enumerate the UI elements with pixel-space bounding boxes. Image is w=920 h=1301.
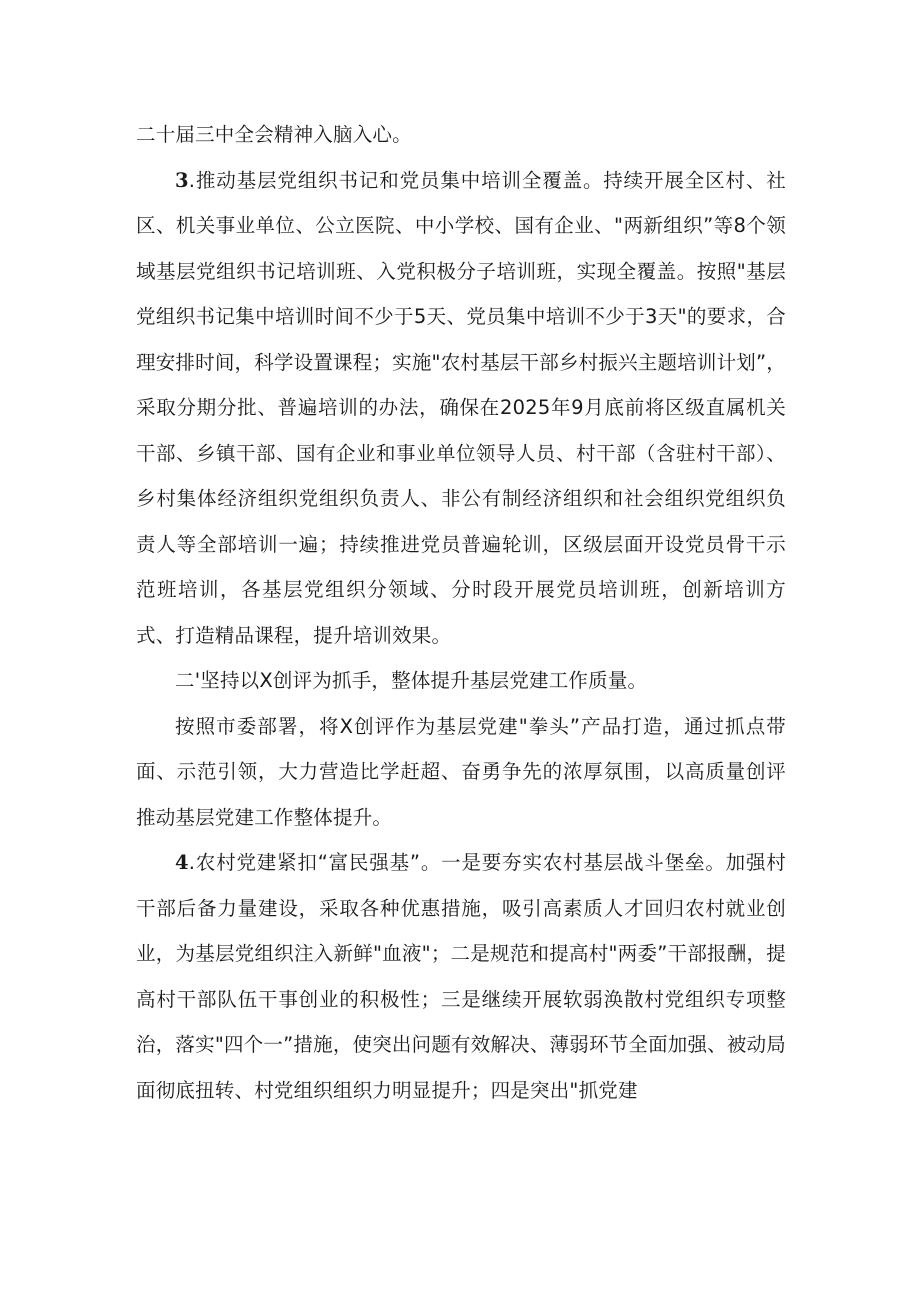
document-body (136, 112, 786, 1113)
paragraph-item-3 (136, 158, 786, 659)
item-text: .农村党建紧扣“富民强基”。一是要夯实农村基层战斗堡垒。加强村干部后备力量建设，采取各种优惠措施，吸引高素质人才回归农村就业创业，为基层党组织注入新鲜"血液"；二是规范和提高村"两委”干部报酬，提高村干部队伍干事创业的积极性；三是继续开展软弱涣散村党组织专项整治，落实"四个一”措施，使突出问题有效解决、薄弱环节全面加强、被动局面彻底扭转、村党组织组织力明显提升；四是突出"抓党建 (136, 851, 786, 1102)
item-number: 3 (175, 168, 189, 192)
paragraph-intro: 按照市委部署，将X创评作为基层党建"拳头”产品打造，通过抓点带面、示范引领，大力营造比学赶超、奋勇争先的浓厚氛围，以高质量创评推动基层党建工作整体提升。 (136, 714, 786, 829)
item-number: 4 (175, 851, 189, 874)
paragraph-continuation: 二十届三中全会精神入脑入心。 (136, 123, 412, 146)
item-text: .推动基层党组织书记和党员集中培训全覆盖。持续开展全区村、社区、机关事业单位、公立医院、中小学校、国有企业、"两新组织”等8个领域基层党组织书记培训班、入党积极分子培训班，实现全覆盖。按照"基层党组织书记集中培训时间不少于5天、党员集中培训不少于3天"的要求，合理安排时间，科学设置课程；实施"农村基层干部乡村振兴主题培训计划”，采取分期分批、普遍培训的办法，确保在2025年9月底前将区级直属机关干部、乡镇干部、国有企业和事业单位领导人员、村干部（含驻村干部）、乡村集体经济组织党组织负责人、非公有制经济组织和社会组织党组织负责人等全部培训一遍；持续推进党员普遍轮训，区级层面开设党员骨干示范班培训，各基层党组织分领域、分时段开展党员培训班，创新培训方式、打造精品课程，提升培训效果。 (136, 168, 786, 647)
paragraph-item-4 (136, 840, 786, 1113)
section-heading: 二'坚持以X创评为抓手，整体提升基层党建工作质量。 (175, 669, 648, 692)
